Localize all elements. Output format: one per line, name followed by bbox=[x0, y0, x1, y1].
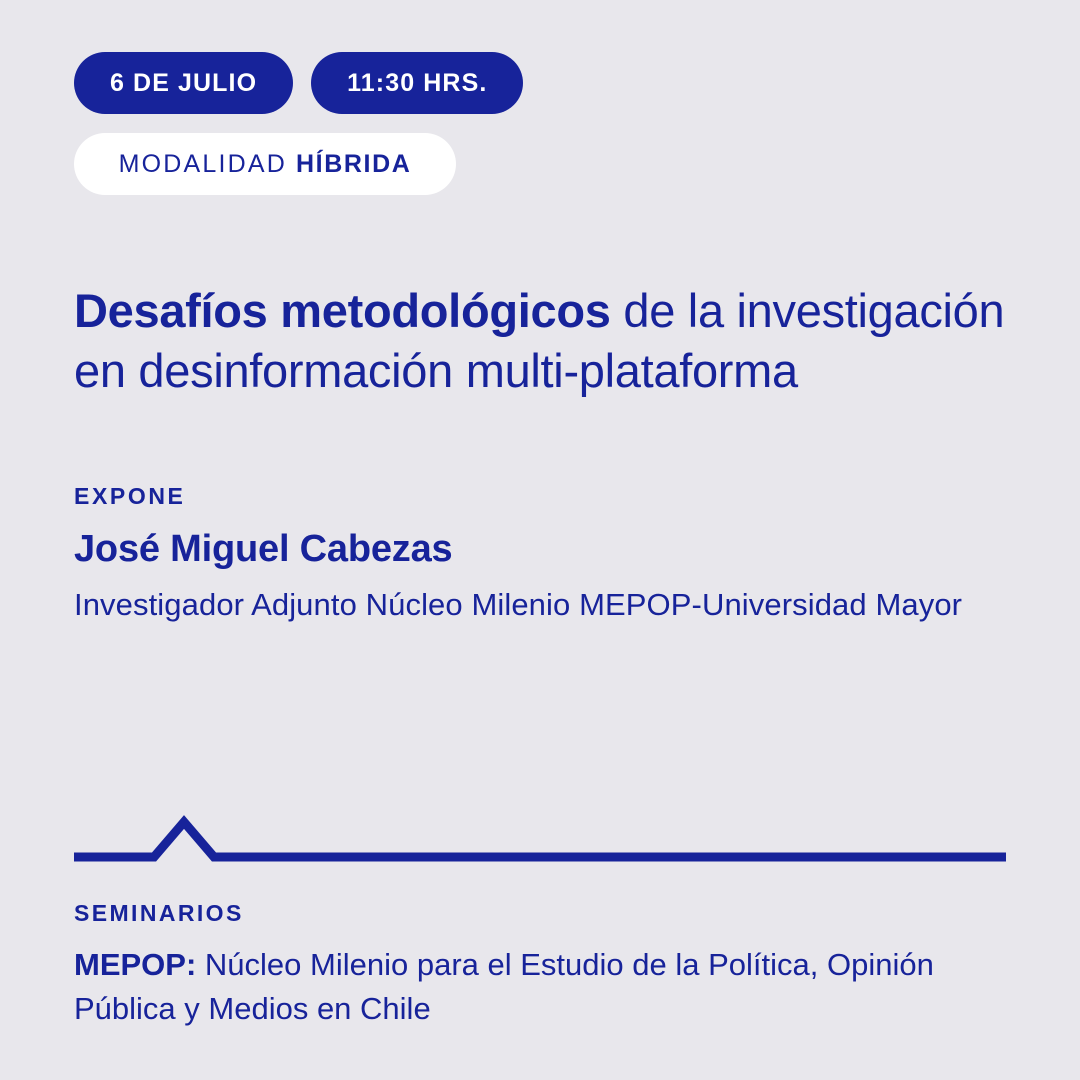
date-badge bbox=[74, 52, 293, 114]
time-badge bbox=[311, 52, 523, 114]
modality-badge bbox=[74, 133, 456, 195]
date-badge-label: 6 DE JULIO bbox=[110, 68, 258, 97]
footer-org-acronym: MEPOP: bbox=[74, 947, 197, 982]
footer-organization bbox=[74, 943, 994, 1031]
footer-org-name: Núcleo Milenio para el Estudio de la Política, Opinión Pública y Medios en Chile bbox=[74, 947, 934, 1027]
title-bold-part: Desafíos metodológicos bbox=[74, 284, 611, 337]
footer-section-label: SEMINARIOS bbox=[74, 900, 244, 926]
speaker-role: Investigador Adjunto Núcleo Milenio MEPOP-Universidad Mayor bbox=[74, 587, 963, 623]
badge-row bbox=[74, 52, 1006, 114]
page-title bbox=[74, 281, 1006, 401]
title-rest-part: de la investigación en desinformación multi-plataforma bbox=[74, 284, 1005, 398]
divider-with-peak bbox=[74, 800, 1006, 870]
speaker-section-label: EXPONE bbox=[74, 483, 186, 510]
speaker-name: José Miguel Cabezas bbox=[74, 528, 453, 571]
peak-divider-icon bbox=[74, 800, 1006, 870]
modality-value-label: HÍBRIDA bbox=[296, 149, 412, 178]
footer-block bbox=[74, 900, 1006, 1031]
time-badge-label: 11:30 HRS. bbox=[347, 68, 488, 97]
modality-prefix-label: MODALIDAD bbox=[118, 149, 288, 178]
